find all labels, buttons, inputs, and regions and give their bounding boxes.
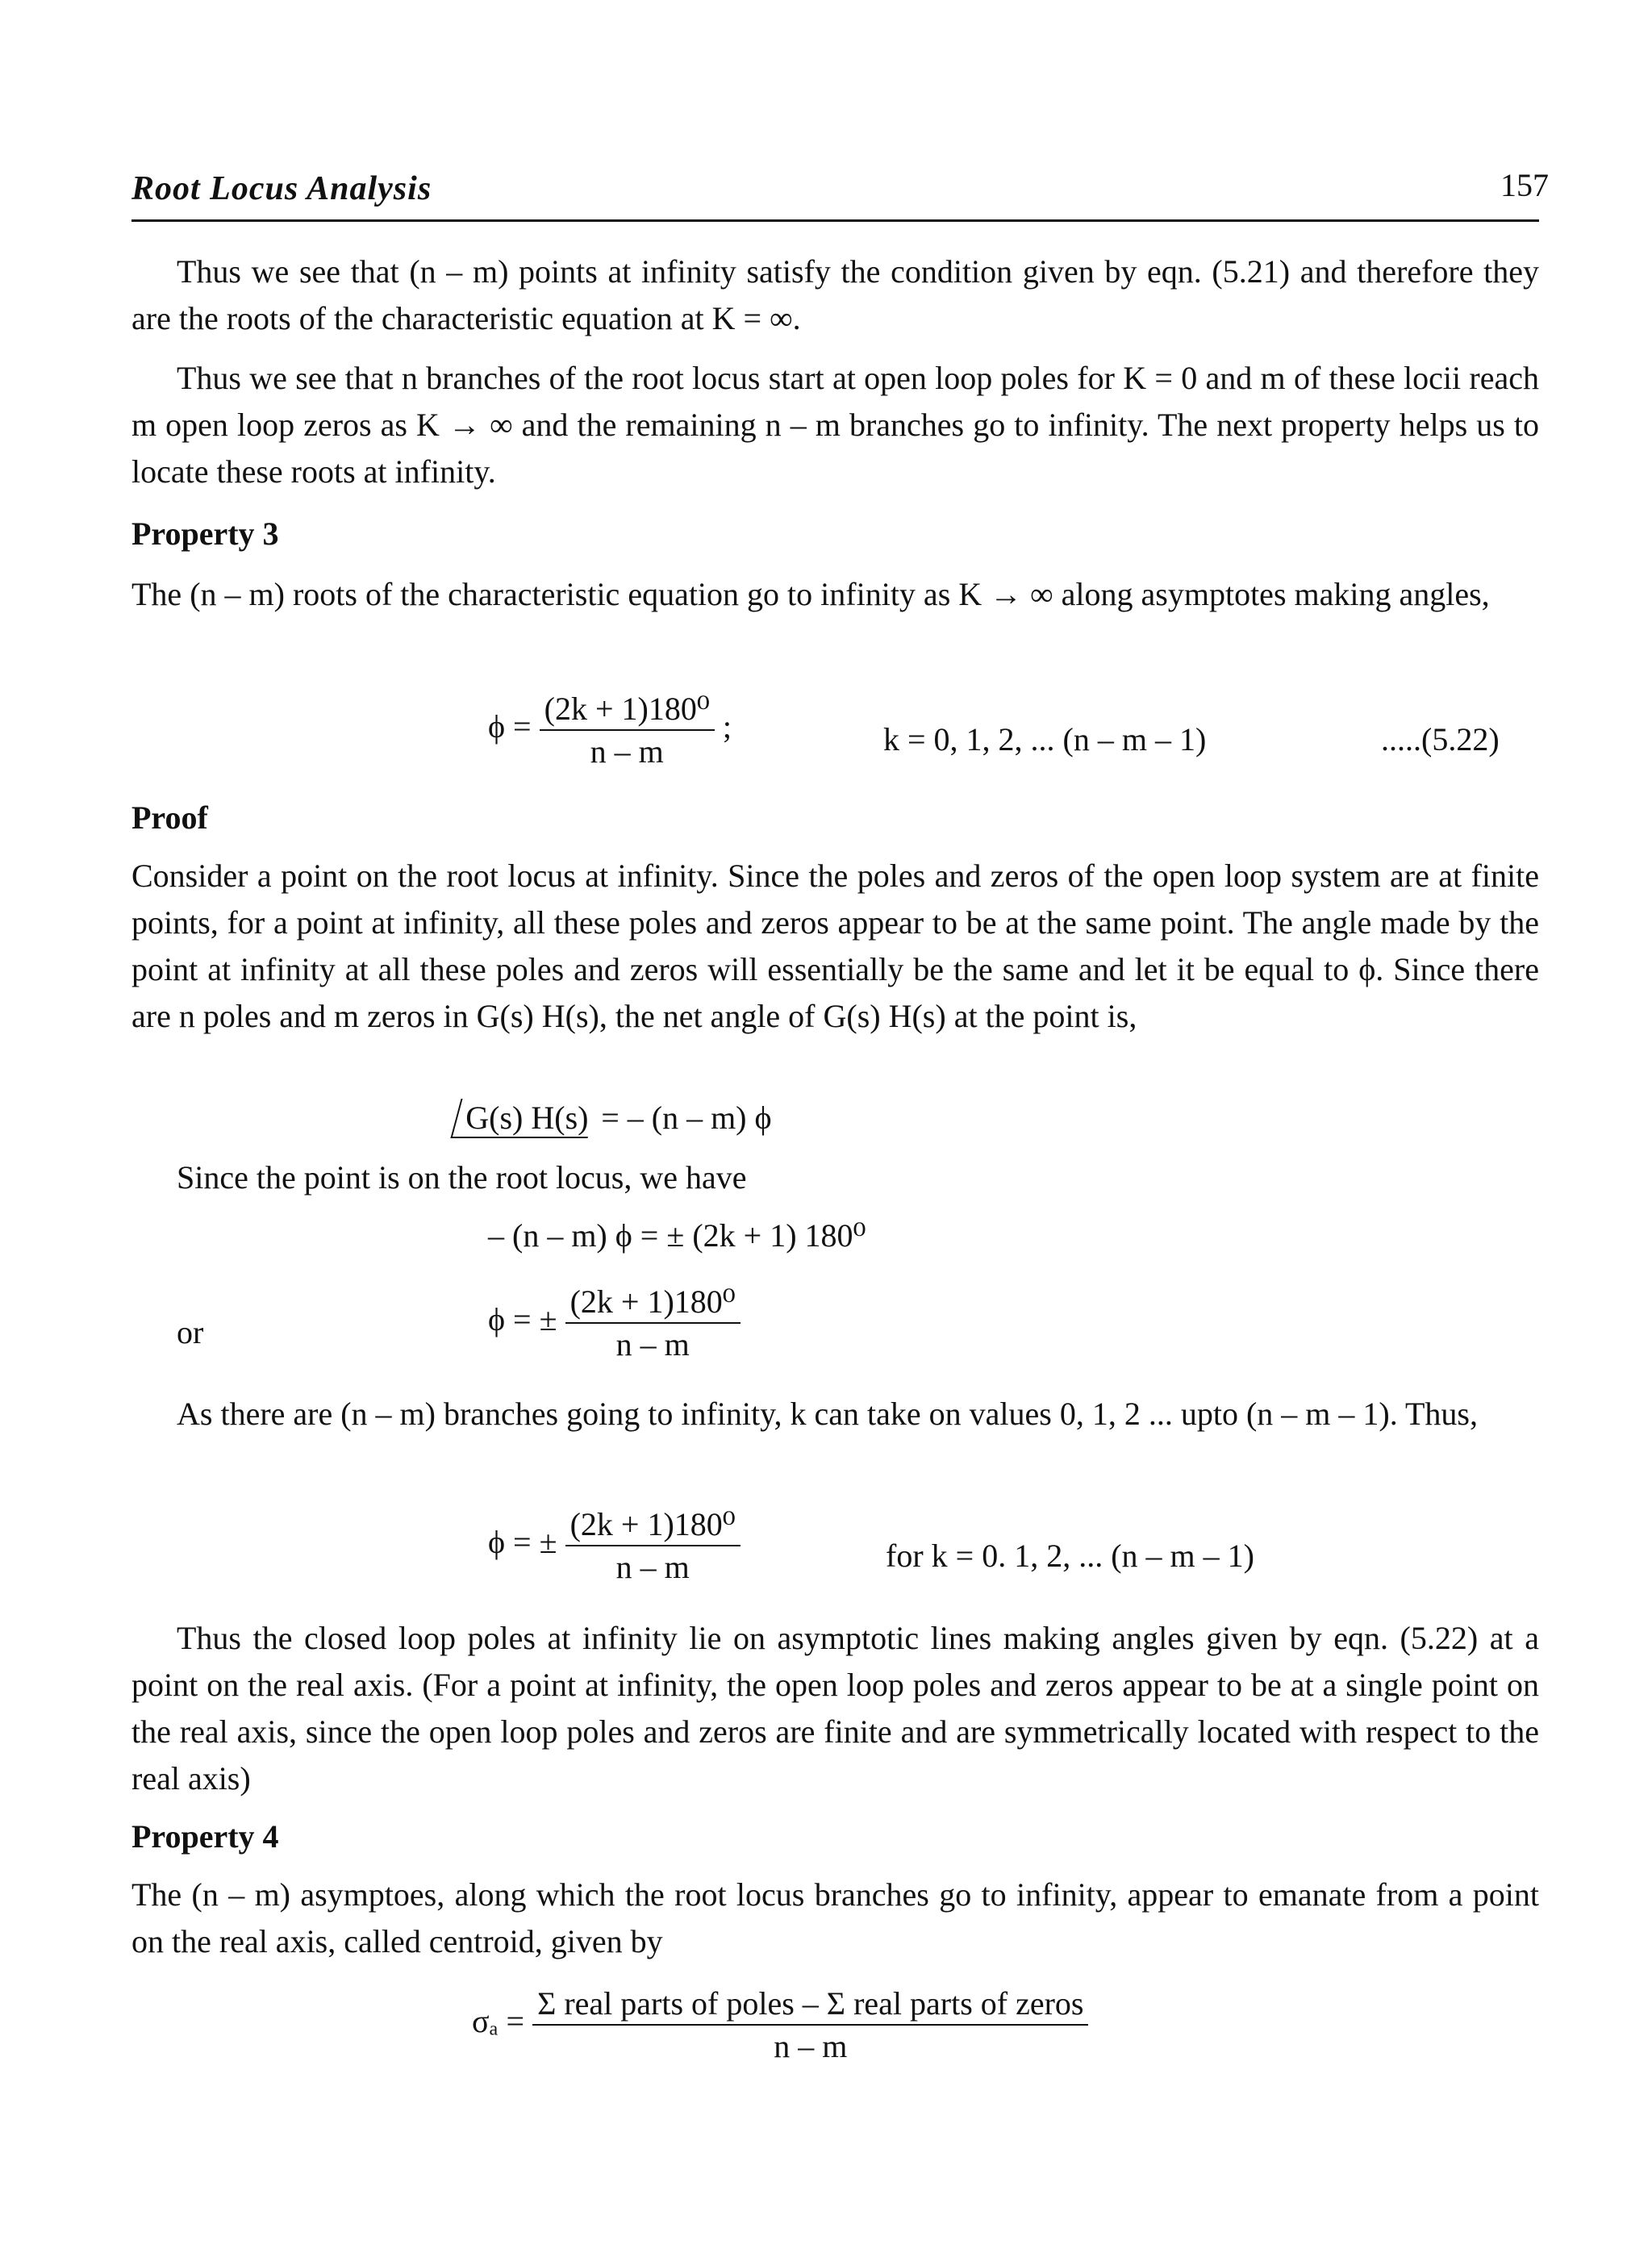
equation-3: – (n – m) ϕ = ± (2k + 1) 180⁰ bbox=[488, 1217, 866, 1254]
eq5-range: for k = 0. 1, 2, ... (n – m – 1) bbox=[886, 1538, 1254, 1574]
paragraph-6 bbox=[131, 1391, 1539, 1438]
eq1-lhs: ϕ = bbox=[488, 708, 532, 745]
running-header-title: Root Locus Analysis bbox=[131, 170, 432, 207]
eq1-range: k = 0, 1, 2, ... (n – m – 1) bbox=[883, 721, 1207, 757]
paragraph-1 bbox=[131, 248, 1539, 342]
eq4-denominator: n – m bbox=[615, 1326, 690, 1363]
equation-5 bbox=[488, 1505, 740, 1586]
paragraph-4 bbox=[131, 853, 1539, 1040]
heading-property-4: Property 4 bbox=[131, 1818, 279, 1855]
paragraph-2-text: Thus we see that n branches of the root locus start at open loop poles for K = 0 and m of these locii reach m open loop zeros as K → ∞ and the remaining n – m branches go to infinity. The next property helps us to locate these roots at infinity. bbox=[131, 360, 1539, 490]
eq5-lhs: ϕ = ± bbox=[488, 1524, 557, 1561]
heading-property-3: Property 3 bbox=[131, 515, 279, 552]
paragraph-6-text: As there are (n – m) branches going to infinity, k can take on values 0, 1, 2 ... upto (n – m – 1). Thus, bbox=[177, 1396, 1478, 1432]
eq6-denominator: n – m bbox=[774, 2028, 848, 2064]
eq6-numerator: Σ real parts of poles – Σ real parts of zeros bbox=[532, 1984, 1088, 2026]
paragraph-1-text: Thus we see that (n – m) points at infinity satisfy the condition given by eqn. (5.21) and therefore they are the roots of the characteristic equation at K = ∞. bbox=[131, 253, 1539, 336]
equation-4 bbox=[488, 1283, 740, 1363]
eq4-lhs: ϕ = ± bbox=[488, 1301, 557, 1338]
equation-centroid bbox=[472, 1984, 1088, 2065]
paragraph-3 bbox=[131, 571, 1539, 618]
eq1-label: .....(5.22) bbox=[1381, 721, 1500, 757]
eq5-fraction bbox=[565, 1505, 740, 1586]
eq4-numerator: (2k + 1)180⁰ bbox=[565, 1283, 740, 1324]
angle-symbol bbox=[450, 1099, 598, 1138]
paragraph-7-text: Thus the closed loop poles at infinity lie on asymptotic lines making angles given by eqn. (5.22) at a point on the real axis. (For a point at infinity, the open loop poles and zeros appear to be at a single point on the real axis, since the open loop poles and zeros are finite and are symmetrically located with respect to the real axis) bbox=[131, 1620, 1539, 1797]
paragraph-7 bbox=[131, 1615, 1539, 1802]
page-number: 157 bbox=[1500, 167, 1549, 203]
paragraph-8 bbox=[131, 1872, 1539, 1965]
paragraph-5-text: Since the point is on the root locus, we have bbox=[177, 1159, 747, 1196]
paragraph-2 bbox=[131, 355, 1539, 495]
heading-proof: Proof bbox=[131, 799, 208, 836]
equation-angle bbox=[456, 1099, 772, 1138]
eq1-denominator: n – m bbox=[590, 733, 664, 770]
equation-5-22 bbox=[488, 690, 732, 770]
eq4-fraction bbox=[565, 1283, 740, 1363]
paragraph-4-text: Consider a point on the root locus at infinity. Since the poles and zeros of the open loop system are at finite points, for a point at infinity, all these poles and zeros appear to be at the same point. The angle made by the point at infinity at all these poles and zeros will essentially be the same and let it be equal to ϕ. Since there are n poles and m zeros in G(s) H(s), the net angle of G(s) H(s) at the point is, bbox=[131, 858, 1539, 1034]
eq1-numerator: (2k + 1)180⁰ bbox=[540, 690, 715, 731]
paragraph-5 bbox=[177, 1154, 1467, 1201]
eq6-lhs: σₐ = bbox=[472, 2003, 525, 2040]
eq4-or: or bbox=[177, 1314, 204, 1350]
eq2-angle-arg: G(s) H(s) bbox=[465, 1100, 589, 1136]
paragraph-8-text: The (n – m) asymptoes, along which the root locus branches go to infinity, appear to emanate from a point on the real axis, called centroid, given by bbox=[131, 1876, 1539, 1959]
eq1-fraction bbox=[540, 690, 715, 770]
eq2-rhs: = – (n – m) ϕ bbox=[601, 1100, 772, 1136]
header-rule bbox=[131, 219, 1539, 222]
eq1-separator: ; bbox=[722, 708, 732, 745]
eq5-numerator: (2k + 1)180⁰ bbox=[565, 1505, 740, 1546]
paragraph-3-text: The (n – m) roots of the characteristic equation go to infinity as K → ∞ along asymptotes making angles, bbox=[131, 576, 1490, 612]
eq5-denominator: n – m bbox=[615, 1549, 690, 1585]
eq6-fraction bbox=[532, 1984, 1088, 2065]
